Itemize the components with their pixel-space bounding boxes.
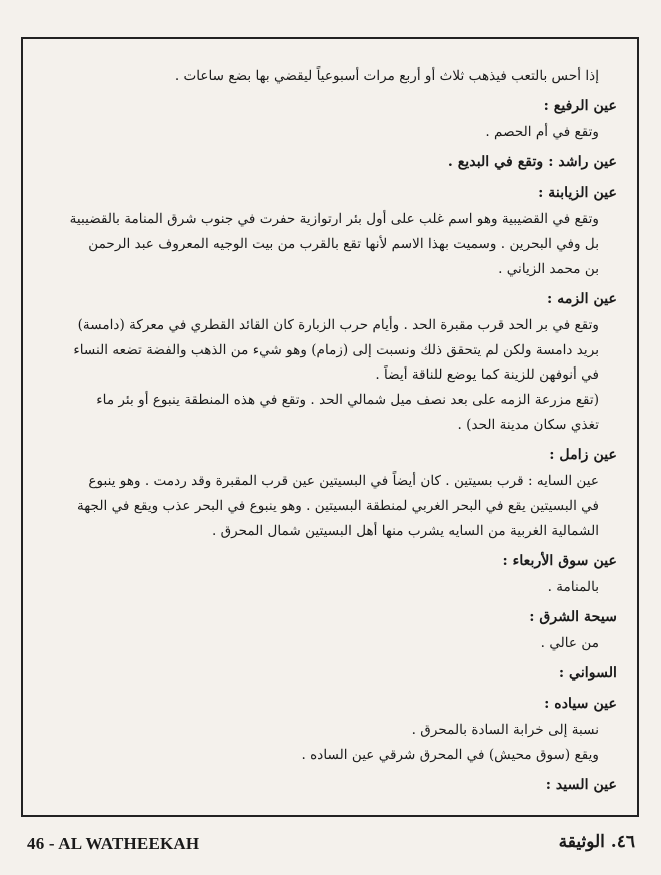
- section-heading: عين الزيابنة :: [538, 185, 617, 201]
- article-body: [42, 65, 617, 798]
- text-line: تغذي سكان مدينة الحد) .: [457, 417, 599, 433]
- page-footer: [21, 828, 639, 862]
- text-line: وتقع في أم الحصم .: [485, 124, 599, 140]
- text-line: من عالي .: [540, 635, 599, 651]
- text-line: بن محمد الزياني .: [498, 261, 599, 277]
- section-heading: السواني :: [558, 665, 617, 681]
- text-line: في البسيتين يقع في البحر الغربي لمنطقة البسيتين . وهو ينبوع في البحر عذب ويقع في الجهة: [77, 498, 599, 514]
- content-frame: [21, 37, 639, 817]
- section-heading: عين زامل :: [549, 447, 617, 463]
- text-line: إذا أحس بالتعب فيذهب ثلاث أو أربع مرات أسبوعياً ليقضي بها بضع ساعات .: [174, 68, 599, 84]
- section-heading: عين الزمه :: [547, 291, 617, 307]
- text-line: نسبة إلى خرابة السادة بالمحرق .: [411, 722, 599, 738]
- text-line: عين السايه : قرب بسيتين . كان أيضاً في البسيتين عين قرب المقبرة وقد ردمت . وهو ينبوع: [88, 473, 599, 489]
- text-line: في أنوفهن للزينة كما يوضع للناقة أيضاً .: [375, 367, 599, 383]
- text-line: بالمنامة .: [547, 579, 599, 595]
- text-line: (تقع مزرعة الزمه على بعد نصف ميل شمالي الحد . وتقع في هذه المنطقة ينبوع أو بئر ماء: [96, 392, 599, 408]
- text-line: وتقع في القضيبية وهو اسم غلب على أول بئر ارتوازية حفرت في جنوب شرق المنامة بالقضيبية: [69, 211, 599, 227]
- text-line: وتقع في بر الحد قرب مقبرة الحد . وأيام حرب الزبارة كان القائد القطري في معركة (دامسة): [77, 317, 599, 333]
- text-line: بل وفي البحرين . وسميت بهذا الاسم لأنها تقع بالقرب من بيت الوجيه المعروف عبد الرحمن: [88, 236, 599, 252]
- section-heading: عين سياده :: [544, 696, 617, 712]
- text-line: ويقع (سوق محيش) في المحرق شرقي عين الساده .: [301, 747, 599, 763]
- section-heading: عين راشد : وتقع في البديع .: [447, 154, 617, 170]
- section-heading: عين سوق الأربعاء :: [502, 553, 617, 569]
- text-line: بريد دامسة ولكن لم يتحقق ذلك ونسبت إلى (زمام) وهو شيء من الذهب والفضة تضعه النساء: [73, 342, 599, 358]
- section-heading: سيحة الشرق :: [529, 609, 617, 625]
- section-heading: عين الرفيع :: [543, 98, 617, 114]
- text-line: الشمالية الغربية من السايه يشرب منها أهل البسيتين شمال المحرق .: [211, 523, 599, 539]
- footer-page-label-latin: 46 - AL WATHEEKAH: [27, 834, 200, 853]
- footer-page-label-arabic: ٤٦. الوثيقة: [558, 832, 635, 852]
- section-heading: عين السيد :: [545, 777, 617, 793]
